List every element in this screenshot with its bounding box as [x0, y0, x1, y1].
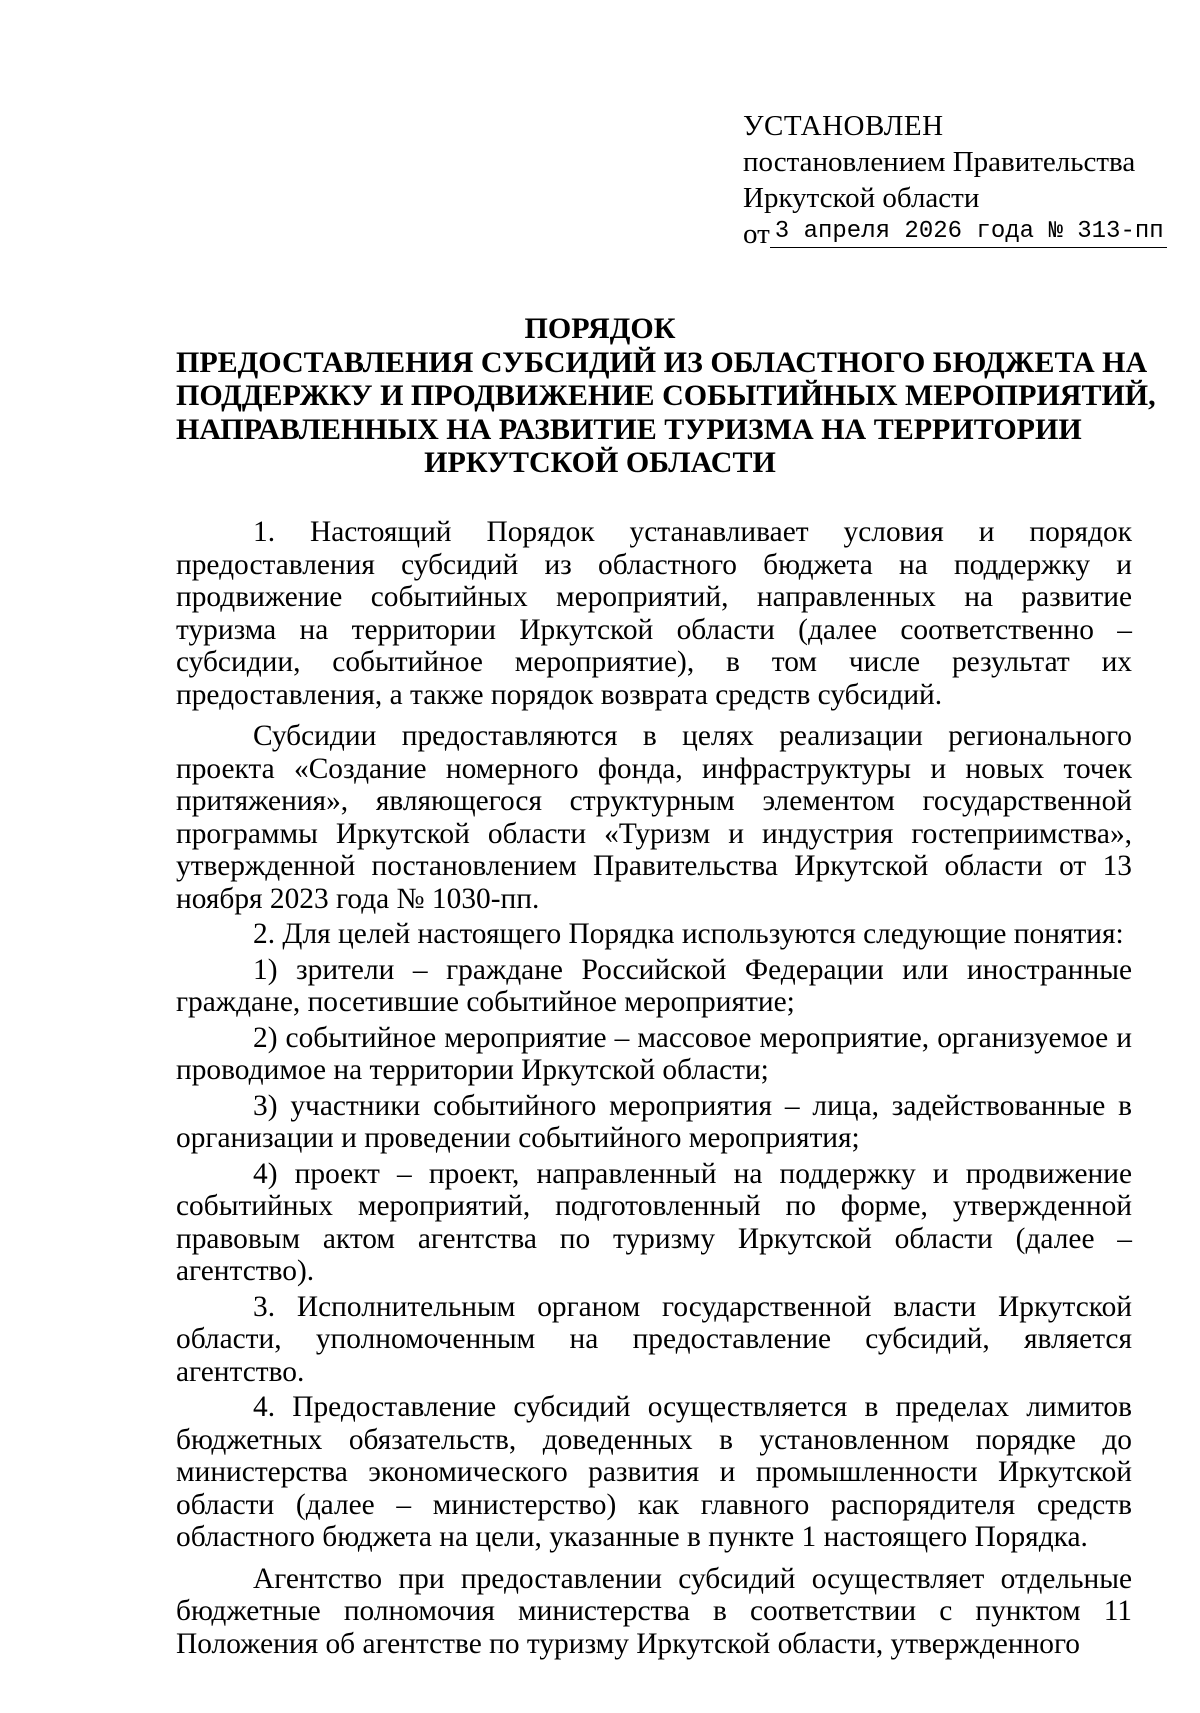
approval-block: [743, 108, 1173, 254]
paragraph-10: Агентство при предоставлении субсидий осуществляет отдельные бюджетные полномочия министерства в соответствии с пунктом 11 Положения об агентстве по туризму Иркутской области, утвержденного: [176, 1562, 1132, 1660]
title-line-5: ИРКУТСКОЙ ОБЛАСТИ: [424, 446, 776, 479]
paragraph-8: 3. Исполнительным органом государственной власти Иркутской области, уполномоченным на предоставление субсидий, является агентство.: [176, 1290, 1132, 1388]
document-body: [176, 516, 1132, 1660]
title-line-3: ПОДДЕРЖКУ И ПРОДВИЖЕНИЕ СОБЫТИЙНЫХ МЕРОПРИЯТИЙ,: [176, 379, 1156, 412]
document-title: [176, 312, 1156, 480]
paragraph-9: 4. Предоставление субсидий осуществляется в пределах лимитов бюджетных обязательств, доведенных в установленном порядке до министерства экономического развития и промышленности Иркутской области (далее – министерство) как главного распорядителя средств областного бюджета на цели, указанные в пункте 1 настоящего Порядка.: [176, 1391, 1132, 1553]
paragraph-7: 4) проект – проект, направленный на поддержку и продвижение событийных мероприятий, подготовленный по форме, утвержденной правовым актом агентства по туризму Иркутской области (далее – агентство).: [176, 1157, 1132, 1287]
paragraph-3: 2. Для целей настоящего Порядка используются следующие понятия:: [253, 918, 1124, 950]
paragraph-6: 3) участники событийного мероприятия – лица, задействованные в организации и проведении событийного мероприятия;: [176, 1089, 1132, 1154]
paragraph-2: Субсидии предоставляются в целях реализации регионального проекта «Создание номерного фонда, инфраструктуры и новых точек притяжения», являющегося структурным элементом государственной программы Иркутской области «Туризм и индустрия гостеприимства», утвержденной постановлением Правительства Иркутской области от 13 ноября 2023 года № 1030-пп.: [176, 720, 1132, 915]
approval-line-1: постановлением Правительства: [743, 146, 1136, 178]
title-line-1: ПОРЯДОК: [524, 312, 676, 345]
approval-from-label: от: [743, 218, 770, 250]
approval-date-number: 3 апреля 2026 года № 313-пп: [770, 217, 1167, 248]
approval-line-2: Иркутской области: [743, 182, 980, 214]
approval-heading: УСТАНОВЛЕН: [743, 110, 944, 142]
approval-date-field: [770, 216, 1167, 254]
title-line-4: НАПРАВЛЕННЫХ НА РАЗВИТИЕ ТУРИЗМА НА ТЕРРИТОРИИ: [176, 412, 1082, 446]
paragraph-1: 1. Настоящий Порядок устанавливает условия и порядок предоставления субсидий из областного бюджета на поддержку и продвижение событийных мероприятий, направленных на развитие туризма на территории Иркутской области (далее соответственно – субсидии, событийное мероприятие), в том числе результат их предоставления, а также порядок возврата средств субсидий.: [176, 516, 1132, 711]
paragraph-4: 1) зрители – граждане Российской Федерации или иностранные граждане, посетившие событийное мероприятие;: [176, 953, 1132, 1018]
approval-date-line: [743, 216, 1173, 254]
title-line-2: ПРЕДОСТАВЛЕНИЯ СУБСИДИЙ ИЗ ОБЛАСТНОГО БЮДЖЕТА НА: [176, 345, 1148, 379]
paragraph-5: 2) событийное мероприятие – массовое мероприятие, организуемое и проводимое на территории Иркутской области;: [176, 1021, 1132, 1086]
